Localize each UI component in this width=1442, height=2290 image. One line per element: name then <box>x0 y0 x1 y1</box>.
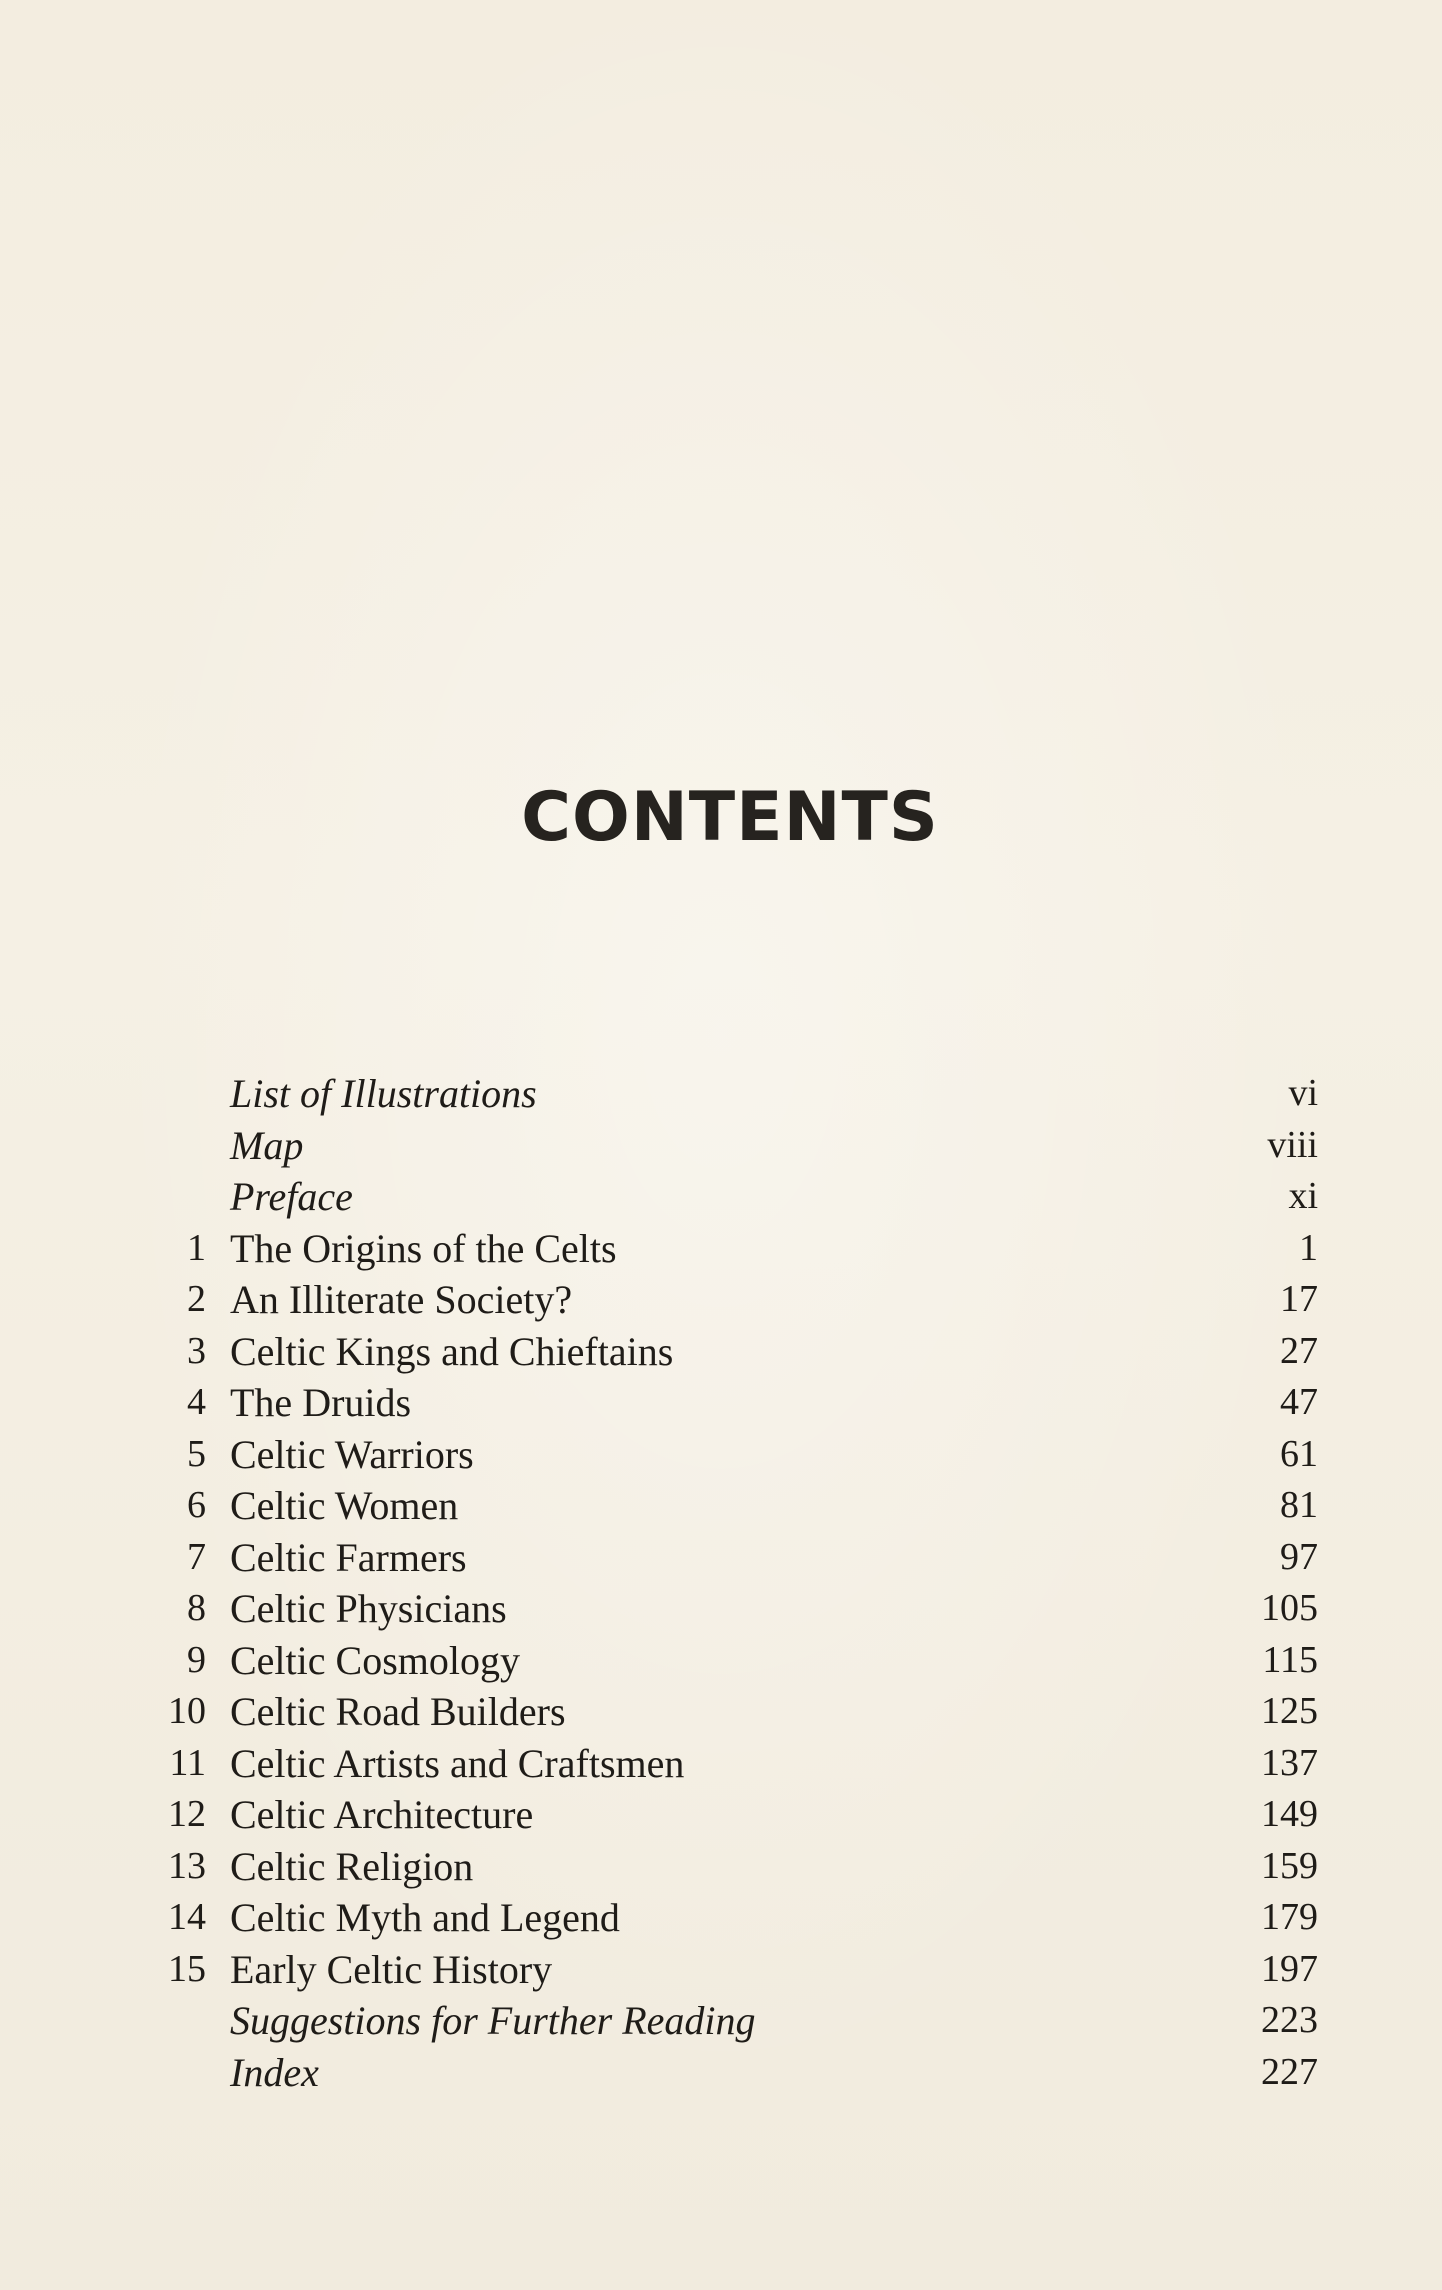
entry-title: Celtic Women <box>230 1483 459 1528</box>
toc-entry <box>150 1377 1318 1429</box>
toc-entry <box>150 1944 1318 1996</box>
page-number: 115 <box>1262 1638 1318 1681</box>
toc-entry <box>150 1068 1318 1120</box>
page-number: 149 <box>1261 1793 1318 1835</box>
page-number: 61 <box>1280 1432 1318 1475</box>
page-number: 223 <box>1261 1999 1318 2041</box>
page-number: 125 <box>1261 1690 1318 1732</box>
page-number: 105 <box>1261 1587 1318 1629</box>
entry-title: Celtic Physicians <box>230 1586 507 1631</box>
page-number: 227 <box>1261 2050 1318 2093</box>
chapter-number: 11 <box>169 1741 206 1784</box>
entry-title: Preface <box>230 1174 353 1219</box>
toc-entry <box>150 1995 1318 2047</box>
toc-entry <box>150 1480 1318 1532</box>
entry-title: Celtic Religion <box>230 1843 474 1889</box>
page-number: 27 <box>1280 1329 1318 1372</box>
page-number: 1 <box>1299 1226 1318 1269</box>
toc-entry <box>150 1583 1318 1635</box>
chapter-number: 8 <box>187 1587 206 1629</box>
toc-entry <box>150 1171 1318 1223</box>
page-number: 159 <box>1261 1844 1318 1887</box>
toc-entry <box>150 1635 1318 1687</box>
entry-title: Celtic Myth and Legend <box>230 1895 620 1940</box>
page-number: 97 <box>1280 1535 1318 1578</box>
toc-entry <box>150 1532 1318 1584</box>
page-title: CONTENTS <box>521 778 939 857</box>
entry-title: Celtic Artists and Craftsmen <box>230 1740 685 1786</box>
toc-entry <box>150 1738 1318 1790</box>
toc-entry <box>150 1274 1318 1326</box>
chapter-number: 5 <box>187 1432 206 1475</box>
chapter-number: 13 <box>168 1844 206 1887</box>
chapter-number: 10 <box>168 1690 206 1732</box>
page-number: xi <box>1288 1175 1318 1217</box>
entry-title: Index <box>230 2049 319 2095</box>
chapter-number: 14 <box>168 1896 206 1938</box>
toc-entry <box>150 1789 1318 1841</box>
entry-title: The Druids <box>230 1380 412 1425</box>
chapter-number: 12 <box>168 1793 206 1835</box>
page-number: 179 <box>1261 1896 1318 1938</box>
page-number: vi <box>1288 1072 1318 1114</box>
chapter-number: 9 <box>187 1638 206 1681</box>
toc-entry <box>150 1223 1318 1275</box>
entry-title: The Origins of the Celts <box>230 1225 617 1271</box>
entry-title: Celtic Architecture <box>230 1792 534 1837</box>
toc-entry <box>150 1429 1318 1481</box>
toc-entry <box>150 1326 1318 1378</box>
chapter-number: 6 <box>187 1484 206 1526</box>
table-of-contents <box>150 1068 1318 2098</box>
page-number: viii <box>1267 1123 1318 1166</box>
page-number: 47 <box>1280 1381 1318 1423</box>
entry-title: Map <box>230 1122 304 1168</box>
chapter-number: 2 <box>187 1278 206 1320</box>
toc-entry <box>150 2047 1318 2099</box>
toc-entry <box>150 1892 1318 1944</box>
entry-title: Celtic Cosmology <box>230 1637 520 1683</box>
toc-entry <box>150 1841 1318 1893</box>
entry-title: List of Illustrations <box>230 1071 537 1116</box>
entry-title: Early Celtic History <box>230 1946 553 1992</box>
page-number: 197 <box>1261 1947 1318 1990</box>
entry-title: Celtic Warriors <box>230 1431 474 1477</box>
chapter-number: 4 <box>187 1381 206 1423</box>
chapter-number: 3 <box>187 1329 206 1372</box>
toc-entry <box>150 1686 1318 1738</box>
entry-title: An Illiterate Society? <box>230 1277 573 1322</box>
entry-title: Celtic Road Builders <box>230 1689 566 1734</box>
chapter-number: 7 <box>187 1535 206 1578</box>
page-number: 17 <box>1280 1278 1318 1320</box>
entry-title: Suggestions for Further Reading <box>230 1998 756 2043</box>
page-number: 81 <box>1280 1484 1318 1526</box>
chapter-number: 1 <box>187 1226 206 1269</box>
toc-entry <box>150 1120 1318 1172</box>
chapter-number: 15 <box>168 1947 206 1990</box>
entry-title: Celtic Kings and Chieftains <box>230 1328 674 1374</box>
entry-title: Celtic Farmers <box>230 1534 467 1580</box>
page-number: 137 <box>1261 1741 1318 1784</box>
